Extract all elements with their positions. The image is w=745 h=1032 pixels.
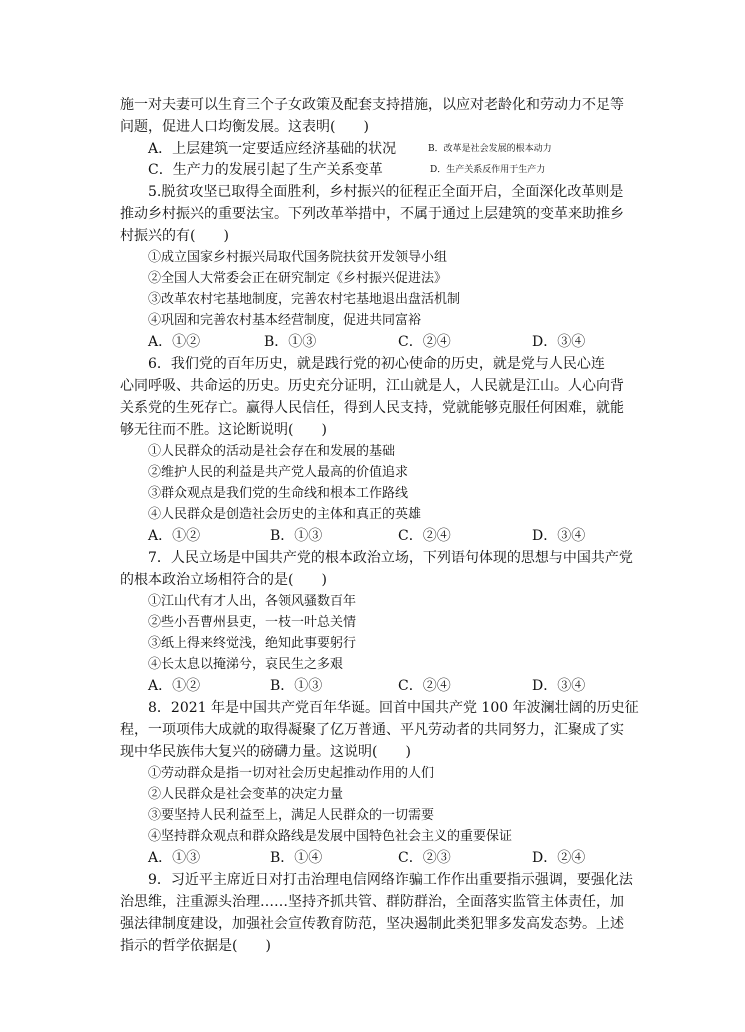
q5-option-d: D．③④: [532, 334, 586, 350]
q8-statement-4: ④坚持群众观点和群众路线是发展中国特色社会主义的重要保证: [148, 829, 513, 844]
q4-option-b: B．改革是社会发展的根本动力: [428, 144, 552, 154]
q6-option-a: A．①②: [148, 528, 201, 544]
q6-text-line-3: 关系党的生死存亡。赢得人民信任，得到人民支持，党就能够克服任何困难，就能: [120, 400, 624, 416]
q6-statement-1: ①人民群众的活动是社会存在和发展的基础: [148, 444, 396, 459]
q7-option-d: D．③④: [532, 678, 586, 694]
q6-option-b: B．①③: [270, 528, 323, 544]
q4-text-line-2: 问题，促进人口均衡发展。这表明( ): [120, 119, 369, 135]
q4-option-a: A．上层建筑一定要适应经济基础的状况: [148, 141, 397, 157]
q8-text-line-3: 现中华民族伟大复兴的磅礴力量。这说明( ): [120, 744, 411, 760]
q7-text-line-1: 7．人民立场是中国共产党的根本政治立场，下列语句体现的思想与中国共产党: [148, 550, 633, 566]
q6-text-line-2: 心同呼吸、共命运的历史。历史充分证明，江山就是人，人民就是江山。人心向背: [120, 378, 624, 394]
q8-text-line-2: 程，一项项伟大成就的取得凝聚了亿万普通、平凡劳动者的共同努力，汇聚成了实: [120, 722, 624, 738]
q9-text-line-2: 治思维，注重源头治理……坚持齐抓共管、群防群治，全面落实监管主体责任，加: [120, 894, 624, 910]
q6-text-line-4: 够无往而不胜。这论断说明( ): [120, 422, 327, 438]
q6-option-d: D．③④: [532, 528, 586, 544]
q8-option-b: B．①④: [270, 850, 323, 866]
q4-option-d: D．生产关系反作用于生产力: [430, 165, 546, 175]
q8-option-a: A．①③: [148, 850, 201, 866]
q5-text-line-2: 推动乡村振兴的重要法宝。下列改革举措中，不属于通过上层建筑的变革来助推乡: [120, 206, 624, 222]
q6-statement-2: ②维护人民的利益是共产党人最高的价值追求: [148, 465, 409, 480]
q5-statement-2: ②全国人大常委会正在研究制定《乡村振兴促进法》: [148, 271, 448, 286]
q7-option-a: A．①②: [148, 678, 201, 694]
q5-statement-3: ③改革农村宅基地制度，完善农村宅基地退出盘活机制: [148, 292, 461, 307]
q9-text-line-3: 强法律制度建设，加强社会宣传教育防范，坚决遏制此类犯罪多发高发态势。上述: [120, 916, 624, 932]
q5-statement-1: ①成立国家乡村振兴局取代国务院扶贫开发领导小组: [148, 250, 448, 265]
q8-statement-1: ①劳动群众是指一切对社会历史起推动作用的人们: [148, 766, 435, 781]
q5-option-b: B．①③: [264, 334, 317, 350]
q7-statement-2: ②些小吾曹州县吏，一枝一叶总关情: [148, 615, 357, 630]
q7-text-line-2: 的根本政治立场相符合的是( ): [120, 572, 327, 588]
q8-option-c: C．②③: [398, 850, 451, 866]
q7-statement-4: ④长太息以掩涕兮，哀民生之多艰: [148, 657, 344, 672]
q7-statement-3: ③纸上得来终觉浅，绝知此事要躬行: [148, 636, 357, 651]
q4-option-c: C．生产力的发展引起了生产关系变革: [148, 162, 383, 178]
q8-statement-2: ②人民群众是社会变革的决定力量: [148, 787, 344, 802]
q5-statement-4: ④巩固和完善农村基本经营制度，促进共同富裕: [148, 313, 422, 328]
q6-option-c: C．②④: [398, 528, 451, 544]
q8-text-line-1: 8．2021 年是中国共产党百年华诞。回首中国共产党 100 年波澜壮阔的历史征: [148, 700, 639, 716]
q7-option-b: B．①③: [270, 678, 323, 694]
q6-text-line-1: 6．我们党的百年历史，就是践行党的初心使命的历史，就是党与人民心连: [148, 356, 605, 372]
q5-text-line-1: 5.脱贫攻坚已取得全面胜利，乡村振兴的征程正全面开启，全面深化改革则是: [148, 184, 624, 200]
q4-text-line-1: 施一对夫妻可以生育三个子女政策及配套支持措施，以应对老龄化和劳动力不足等: [120, 97, 624, 113]
q7-option-c: C．②④: [398, 678, 451, 694]
q8-option-d: D．②④: [532, 850, 586, 866]
q5-option-c: C．②④: [398, 334, 451, 350]
q5-option-a: A．①②: [148, 334, 201, 350]
q9-text-line-1: 9．习近平主席近日对打击治理电信网络诈骗工作作出重要指示强调，要强化法: [148, 872, 633, 888]
q6-statement-4: ④人民群众是创造社会历史的主体和真正的英雄: [148, 507, 422, 522]
q7-statement-1: ①江山代有才人出，各领风骚数百年: [148, 594, 357, 609]
q9-text-line-4: 指示的哲学依据是( ): [120, 938, 271, 954]
q5-text-line-3: 村振兴的有( ): [120, 228, 229, 244]
q8-statement-3: ③要坚持人民利益至上，满足人民群众的一切需要: [148, 808, 435, 823]
q6-statement-3: ③群众观点是我们党的生命线和根本工作路线: [148, 486, 409, 501]
